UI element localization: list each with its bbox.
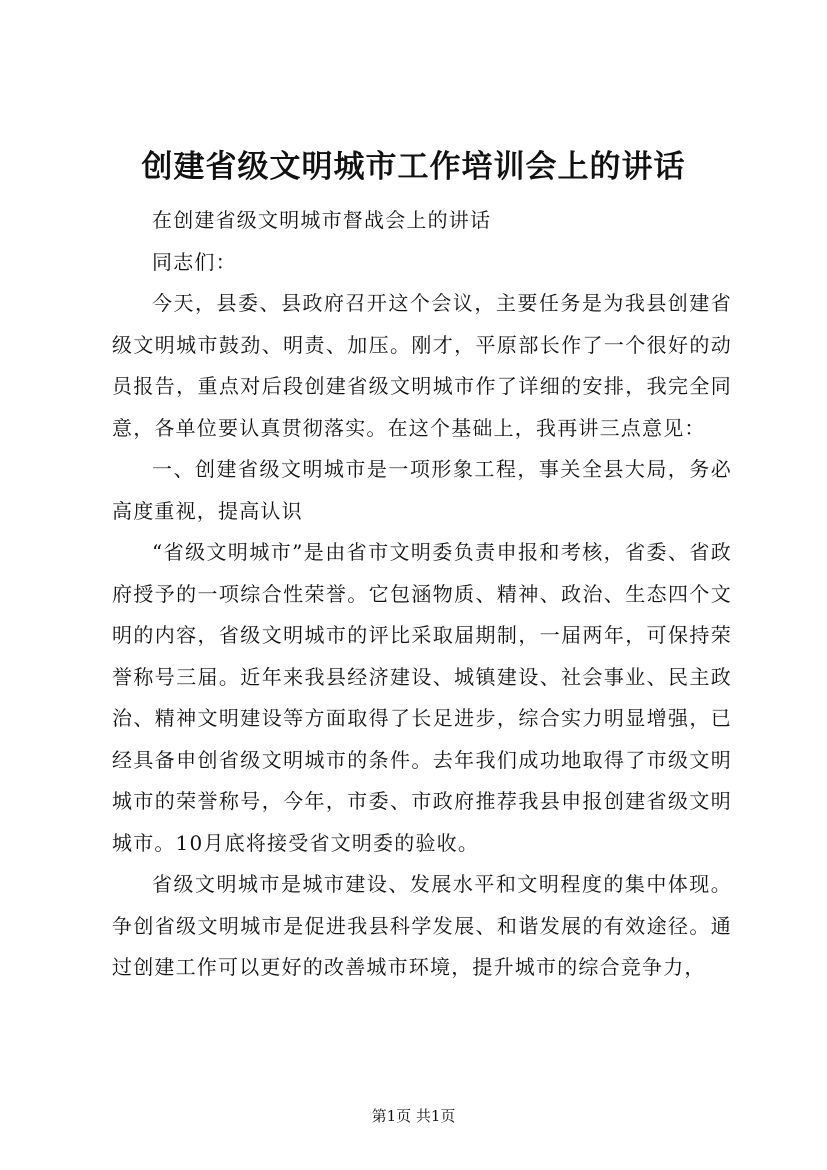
body-paragraph-intro: 今天，县委、县政府召开这个会议，主要任务是为我县创建省级文明城市鼓劲、明责、加压。刚才，平原部长作了一个很好的动员报告，重点对后段创建省级文明城市作了详细的安排，我完全同意，各单位要认真贯彻落实。在这个基础上，我再讲三点意见： [112, 291, 732, 440]
page-number-label: 第1页 共1页 [371, 1107, 456, 1125]
body-paragraph-definition: “省级文明城市”是由省市文明委负责申报和考核，省委、省政府授予的一项综合性荣誉。它包涵物质、精神、政治、生态四个文明的内容，省级文明城市的评比采取届期制，一届两年，可保持荣誉称号三届。近年来我县经济建设、城镇建设、社会事业、民主政治、精神文明建设等方面取得了长足进步，综合实力明显增强，已经具备申创省级文明城市的条件。去年我们成功地取得了市级文明城市的荣誉称号，今年，市委、市政府推荐我县申报创建省级文明城市。10月底将接受省文明委的验收。 [112, 540, 732, 855]
section-heading-1: 一、创建省级文明城市是一项形象工程，事关全县大局，务必高度重视，提高认识 [112, 457, 732, 523]
subtitle-paragraph: 在创建省级文明城市督战会上的讲话 [152, 208, 492, 232]
document-body [112, 200, 732, 989]
body-paragraph-significance: 省级文明城市是城市建设、发展水平和文明程度的集中体现。争创省级文明城市是促进我县科学发展、和谐发展的有效途径。通过创建工作可以更好的改善城市环境，提升城市的综合竞争力， [112, 872, 732, 979]
page-footer [0, 1106, 827, 1126]
salutation-paragraph: 同志们： [152, 249, 237, 274]
document-title: 创建省级文明城市工作培训会上的讲话 [141, 149, 686, 185]
